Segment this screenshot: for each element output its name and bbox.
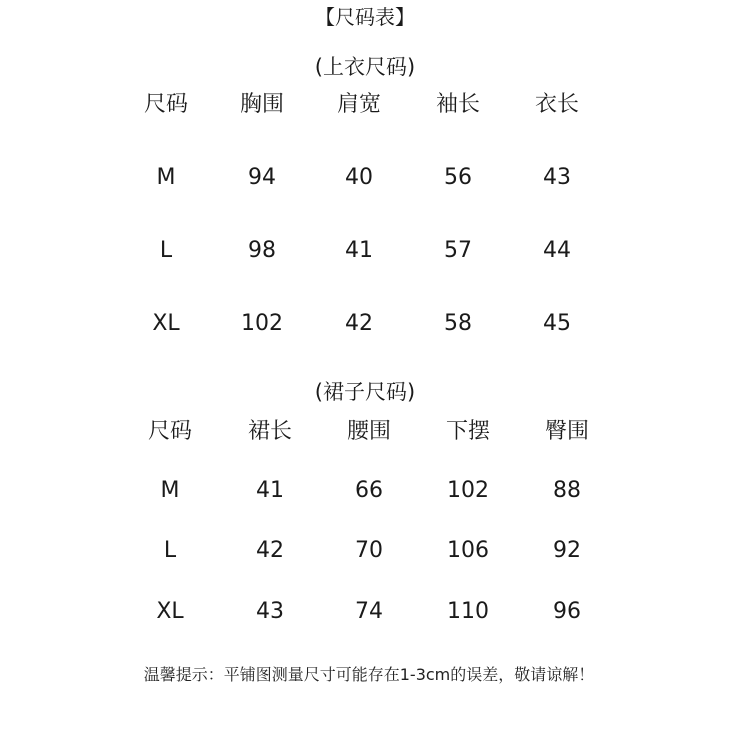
skirt-row-m-hip: 88 xyxy=(553,478,581,503)
skirt-row-m-length: 41 xyxy=(256,478,284,503)
top-row-m-size: M xyxy=(156,165,176,190)
skirt-row-m-waist: 66 xyxy=(355,478,383,503)
top-row-xl-chest: 102 xyxy=(241,311,283,336)
skirt-row-xl-hip: 96 xyxy=(553,599,581,624)
skirt-row-xl-size: XL xyxy=(156,599,184,624)
skirt-header-length: 裙长 xyxy=(247,419,293,444)
skirt-header-size: 尺码 xyxy=(147,419,193,444)
top-row-l-shoulder: 41 xyxy=(345,238,373,263)
skirt-row-xl-waist: 74 xyxy=(355,599,383,624)
top-row-m-sleeve: 56 xyxy=(444,165,472,190)
top-header-sleeve: 袖长 xyxy=(435,92,481,117)
top-header-size: 尺码 xyxy=(143,92,189,117)
top-header-shoulder: 肩宽 xyxy=(336,92,382,117)
skirt-header-hip: 臀围 xyxy=(544,419,590,444)
top-row-m-chest: 94 xyxy=(248,165,276,190)
top-header-chest: 胸围 xyxy=(239,92,285,117)
top-section-heading: (上衣尺码) xyxy=(314,55,416,79)
skirt-row-xl-hem: 110 xyxy=(447,599,489,624)
top-header-length: 衣长 xyxy=(534,92,580,117)
top-row-l-sleeve: 57 xyxy=(444,238,472,263)
skirt-row-l-hip: 92 xyxy=(553,538,581,563)
top-row-xl-sleeve: 58 xyxy=(444,311,472,336)
top-row-m-shoulder: 40 xyxy=(345,165,373,190)
skirt-row-m-hem: 102 xyxy=(447,478,489,503)
skirt-row-l-waist: 70 xyxy=(355,538,383,563)
skirt-section-heading: (裙子尺码) xyxy=(314,380,416,404)
top-row-xl-length: 45 xyxy=(543,311,571,336)
top-row-l-length: 44 xyxy=(543,238,571,263)
skirt-header-hem: 下摆 xyxy=(445,419,491,444)
skirt-row-m-size: M xyxy=(160,478,180,503)
skirt-row-l-hem: 106 xyxy=(447,538,489,563)
skirt-row-l-size: L xyxy=(163,538,177,563)
top-row-l-chest: 98 xyxy=(248,238,276,263)
top-row-xl-shoulder: 42 xyxy=(345,311,373,336)
top-row-l-size: L xyxy=(159,238,173,263)
skirt-row-xl-length: 43 xyxy=(256,599,284,624)
measurement-note: 温馨提示：平铺图测量尺寸可能存在1-3cm的误差，敬请谅解！ xyxy=(143,665,595,684)
top-row-xl-size: XL xyxy=(152,311,180,336)
skirt-row-l-length: 42 xyxy=(256,538,284,563)
skirt-header-waist: 腰围 xyxy=(346,419,392,444)
top-row-m-length: 43 xyxy=(543,165,571,190)
page-title: 【尺码表】 xyxy=(315,5,415,29)
